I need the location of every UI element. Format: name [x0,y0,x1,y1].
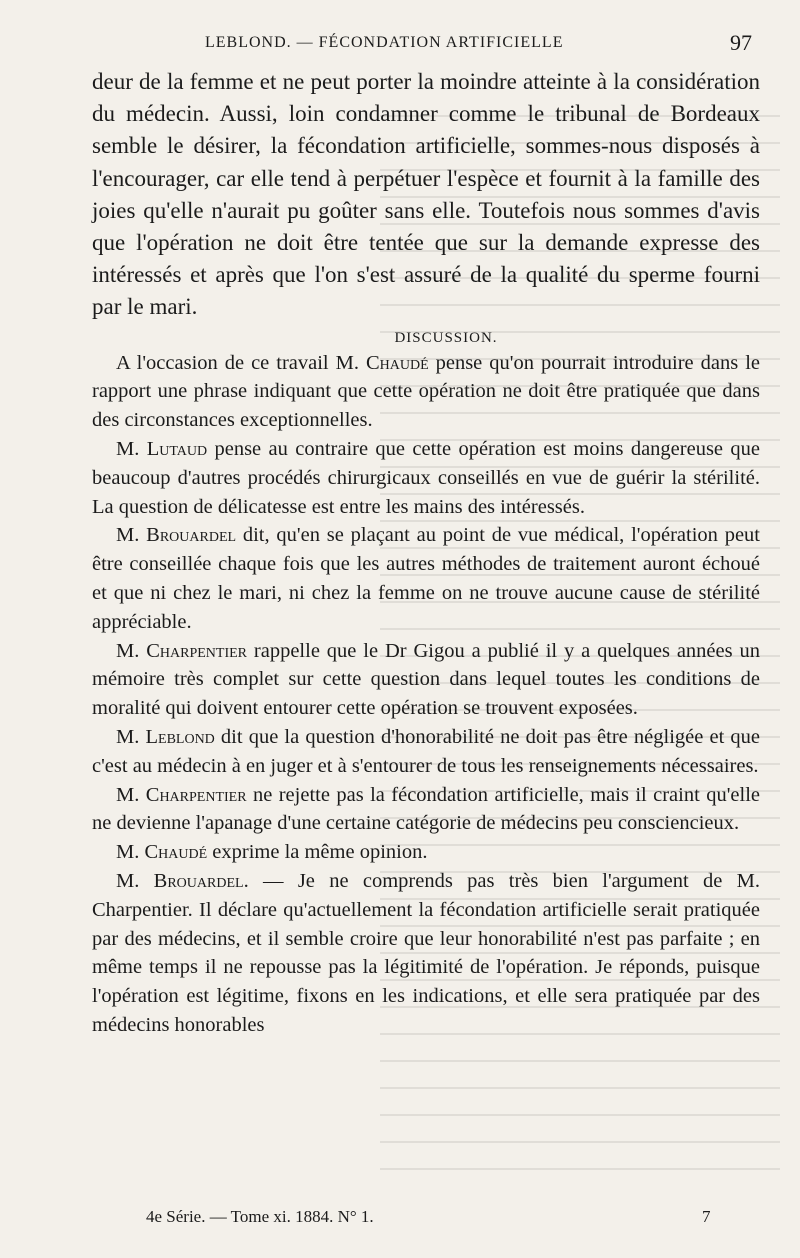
series-line: 4e Série. — Tome xi. 1884. N° 1. [146,1207,374,1226]
discussion-paragraph [92,723,760,781]
paragraph-text: pense au contraire que cette opération est moins dangereuse que beaucoup d'autres procédés chirurgicaux conseillés en vue de guérir la stérilité. La question de délicatesse est entre les mains des intéressés. [92,438,760,518]
speaker-name: Chaudé [365,351,429,374]
paragraph-text: dit, qu'en se plaçant au point de vue médical, l'opération peut être conseillée chaque fois que les autres méthodes de traitement auront échoué et que ni chez le mari, ni chez la femme on ne trouve aucune cause de stérilité appréciable. [92,524,760,633]
paragraph-text: M. [116,524,147,547]
lead-paragraph: deur de la femme et ne peut porter la moindre atteinte à la considération du médecin. Aussi, loin condamner comme le tribunal de Bordeaux semble le désirer, la fécondation artificielle, sommes-nous disposés à l'encourager, car elle tend à perpétuer l'espèce et fournit à la famille des joies qu'elle n'aurait pu goûter sans elle. Toutefois nous sommes d'avis que l'opération ne doit être tentée que sur la demande expresse des intéressés et après que l'on s'est assuré de la qualité du sperme fourni par le mari. [92,69,760,320]
lead-paragraph-block [92,66,760,324]
paragraph-text: pense qu'on pourrait introduire dans le rapport une phrase indiquant que cette opération ne doit être pratiquée que dans des circonstances exceptionnelles. [92,351,760,432]
paragraph-text: M. [116,438,147,461]
paragraph-text: rappelle que le Dr Gigou a publié il y a quelques années un mémoire très complet sur cette question dans lequel toutes les conditions de moralité qui doivent entourer cette opération se trouvent exposées. [92,639,760,720]
paragraph-text: M. [116,783,146,806]
discussion-paragraph [92,867,760,1040]
paragraph-text: M. [116,725,146,748]
paragraph-text: ne rejette pas la fécondation artificielle, mais il craint qu'elle ne devienne l'apanage d'une certaine catégorie de médecins peu consciencieux. [92,783,760,835]
speaker-name: Chaudé [144,841,208,864]
paragraph-text: dit que la question d'honorabilité ne doit pas être négligée et que c'est au médecin à en juger et à s'entourer de tous les renseignements nécessaires. [92,725,761,777]
paragraph-text: — Je ne comprends pas très bien l'argument de M. Charpentier. Il déclare qu'actuellement la fécondation artificielle serait pratiquée par des médecins, et il semble croire que leur honorabilité n'est pas parfaite ; en même temps il ne repousse pas la légitimité de l'opération. Je réponds, puisque l'opération est légitime, fixons en les indications, et elle sera pratiquée par des médecins honorables [92,869,761,1036]
discussion-paragraph [92,435,760,521]
paragraph-text: M. [116,639,147,662]
paragraph-text: M. [116,869,154,892]
paragraph-text: exprime la même opinion. [207,841,428,864]
speaker-name: Charpentier [146,639,248,662]
page-body [92,66,760,1040]
speaker-name: Brouardel [146,524,237,547]
page-number: 97 [730,30,752,55]
speaker-name: Brouardel. [153,869,249,892]
discussion-paragraph [92,781,760,839]
discussion-block [92,349,760,1040]
speaker-name: Charpentier [145,783,247,806]
speaker-name: Lutaud [146,438,208,461]
discussion-paragraph [92,521,760,636]
page-footer [146,1207,800,1237]
signature-mark: 7 [702,1207,711,1226]
speaker-name: Leblond [145,725,215,748]
running-header [0,28,800,62]
discussion-paragraph [92,838,760,867]
paragraph-text: A l'occasion de ce travail M. [116,351,366,374]
paragraph-text: M. [116,841,145,864]
running-title: LEBLOND. — FÉCONDATION ARTIFICIELLE [205,34,564,51]
discussion-heading: DISCUSSION. [394,329,498,346]
discussion-paragraph [92,637,760,723]
discussion-paragraph [92,349,760,435]
